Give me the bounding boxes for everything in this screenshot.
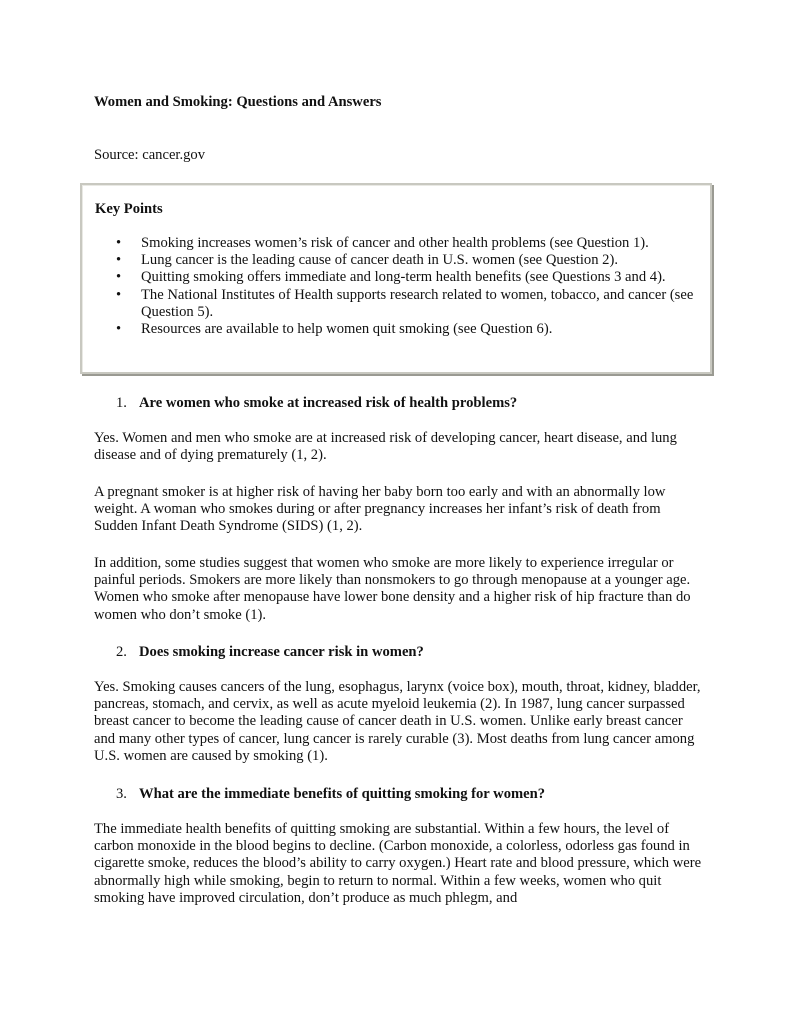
bullet-icon: • (116, 269, 122, 286)
key-point-item: • Quitting smoking offers immediate and long-term health benefits (see Questions 3 and 4). (116, 269, 666, 286)
source-line: Source: cancer.gov (94, 147, 206, 163)
question-text: Are women who smoke at increased risk of health problems? (139, 395, 518, 411)
answer-paragraph: A pregnant smoker is at higher risk of having her baby born too early and with an abnormally low weight. A woman who smokes during or after pregnancy increases her infant’s risk of death from Sudden Infant Death Syndrome (SIDS) (1, 2). (94, 484, 666, 535)
key-points-box (80, 183, 712, 374)
key-points-heading: Key Points (95, 201, 163, 217)
answer-paragraph: In addition, some studies suggest that women who smoke are more likely to experience irregular or painful periods. Smokers are more likely than nonsmokers to go through menopause at a younger age. Women who smoke after menopause have lower bone density and a higher risk of hip fracture than do women who don’t smoke (1). (94, 555, 691, 623)
key-point-item: • Lung cancer is the leading cause of cancer death in U.S. women (see Question 2). (116, 252, 618, 269)
bullet-icon: • (116, 252, 122, 269)
key-points-list (96, 235, 706, 338)
answer-paragraph: The immediate health benefits of quitting smoking are substantial. Within a few hours, the level of carbon monoxide in the blood begins to decline. (Carbon monoxide, a colorless, odorless gas found in cigarette smoke, reduces the blood’s ability to carry oxygen.) Heart rate and blood pressure, which were abnormally high while smoking, begin to return to normal. Within a few weeks, women who quit smoking have improved circulation, don’t produce as much phlegm, and (94, 821, 702, 906)
document-title: Women and Smoking: Questions and Answers (94, 94, 382, 110)
question-text: What are the immediate benefits of quitting smoking for women? (139, 786, 546, 802)
bullet-icon: • (116, 321, 122, 338)
key-point-item: • Smoking increases women’s risk of cancer and other health problems (see Question 1). (116, 235, 649, 251)
answer-paragraph: Yes. Women and men who smoke are at increased risk of developing cancer, heart disease, and lung disease and of dying prematurely (1, 2). (94, 430, 677, 464)
question-number: 1. (116, 395, 127, 411)
question-number: 2. (116, 644, 127, 660)
bullet-icon: • (116, 286, 122, 303)
question-heading (116, 786, 545, 803)
bullet-icon: • (116, 235, 122, 251)
key-point-item: • The National Institutes of Health supports research related to women, tobacco, and cancer (see Question 5). (116, 286, 694, 320)
key-point-item: • Resources are available to help women quit smoking (see Question 6). (116, 321, 553, 338)
question-heading (116, 395, 517, 412)
question-heading (116, 644, 424, 661)
answer-paragraph: Yes. Smoking causes cancers of the lung, esophagus, larynx (voice box), mouth, throat, kidney, bladder, pancreas, stomach, and cervix, as well as acute myeloid leukemia (2). In 1987, lung cancer surpassed breast cancer to become the leading cause of cancer death in U.S. women. Unlike early breast cancer and many other types of cancer, lung cancer is rarely curable (3). Most deaths from lung cancer among U.S. women are caused by smoking (1). (94, 679, 701, 764)
question-text: Does smoking increase cancer risk in women? (139, 644, 424, 660)
question-number: 3. (116, 786, 127, 802)
